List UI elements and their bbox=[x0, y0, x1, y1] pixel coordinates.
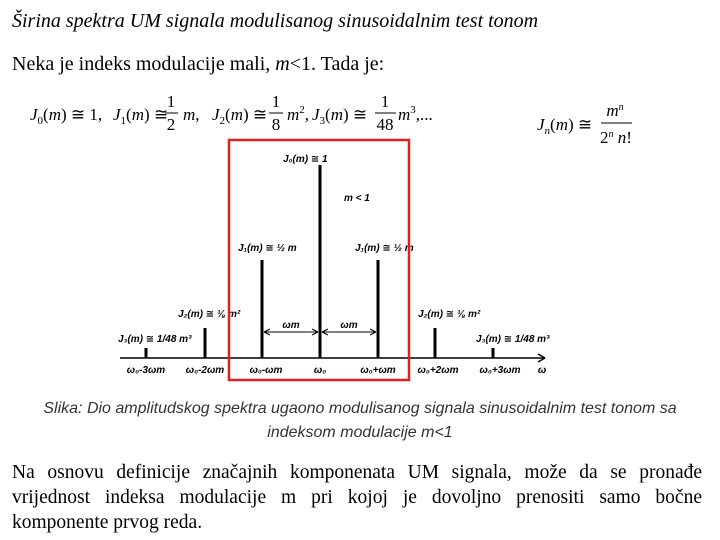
tick-omega: ω bbox=[537, 365, 547, 376]
label-side1-right: J₁(m) ≅ ½ m bbox=[355, 243, 414, 254]
conclusion-paragraph: Na osnovu definicije značajnih komponenata UM signala, može da se pronađe vrijednost indeksa modulacije m pri kojoj je dovoljno prenositi samo bočne komponente prvog reda. bbox=[12, 462, 702, 533]
svg-text:m2,: $m^2$, bbox=[287, 104, 310, 124]
label-side1-left: J₁(m) ≅ ½ m bbox=[238, 243, 297, 254]
formula-jn: $J_n(m)$ ≅ bbox=[537, 115, 593, 137]
spectral-lines bbox=[146, 165, 493, 358]
svg-text:48: 48 bbox=[376, 115, 394, 134]
tick-w0+3wm: ω₀+3ωm bbox=[479, 365, 521, 376]
svg-text:8: 8 bbox=[271, 115, 281, 134]
tick-w0-3wm: ω₀-3ωm bbox=[126, 365, 166, 376]
label-side2-right: J₂(m) ≅ ⅛ m² bbox=[418, 309, 481, 320]
slide-title: Širina spektra UM signala modulisanog sinusoidalnim test tonom bbox=[12, 10, 539, 32]
formula-j1: $J_1(m)$ ≅ bbox=[113, 105, 169, 127]
svg-text:m,: m, bbox=[183, 105, 200, 124]
spacing-label-right: ωm bbox=[340, 320, 358, 331]
tick-w0-2wm: ω₀-2ωm bbox=[185, 365, 225, 376]
intro-text-after: <1. Tada je: bbox=[289, 53, 385, 75]
svg-text:2n n!: 2$^n$ n! bbox=[600, 128, 632, 147]
formula-j3: $J_3(m)$ ≅ bbox=[312, 105, 368, 127]
intro-text-before: Neka je indeks modulacije mali, bbox=[12, 53, 276, 75]
tick-w0-wm: ω₀-ωm bbox=[249, 365, 283, 376]
label-side3-right: J₃(m) ≅ 1/48 m³ bbox=[476, 334, 550, 345]
svg-text:1: 1 bbox=[271, 92, 281, 111]
svg-text:1: 1 bbox=[166, 92, 176, 111]
spacing-label-left: ωm bbox=[282, 320, 300, 331]
label-side3-left: J₃(m) ≅ 1/48 m³ bbox=[118, 334, 192, 345]
figure-caption: Slika: Dio amplitudskog spektra ugaono modulisanog signala sinusoidalnim test tonom sa indeksom modulacije m<1 bbox=[43, 400, 677, 441]
label-side2-left: J₂(m) ≅ ⅛ m² bbox=[178, 309, 241, 320]
tick-w0+2wm: ω₀+2ωm bbox=[417, 365, 459, 376]
label-carrier: J₀(m) ≅ 1 bbox=[283, 154, 328, 165]
svg-text:m3,...: $m^3$,... bbox=[398, 104, 433, 124]
svg-text:1: 1 bbox=[380, 92, 390, 111]
svg-text:mn: $m^n$ bbox=[606, 101, 624, 120]
svg-text:2: 2 bbox=[166, 115, 176, 134]
intro-line bbox=[12, 53, 384, 76]
tick-w0: ω₀ bbox=[313, 365, 327, 376]
intro-variable: m bbox=[275, 53, 290, 75]
tick-w0+wm: ω₀+ωm bbox=[360, 365, 396, 376]
label-condition: m < 1 bbox=[344, 193, 370, 204]
spectrum-figure bbox=[0, 85, 720, 390]
formula-j0: $J_0(m)$ ≅ 1, bbox=[30, 105, 103, 127]
formula-j2: $J_2(m)$ ≅ bbox=[212, 105, 268, 127]
